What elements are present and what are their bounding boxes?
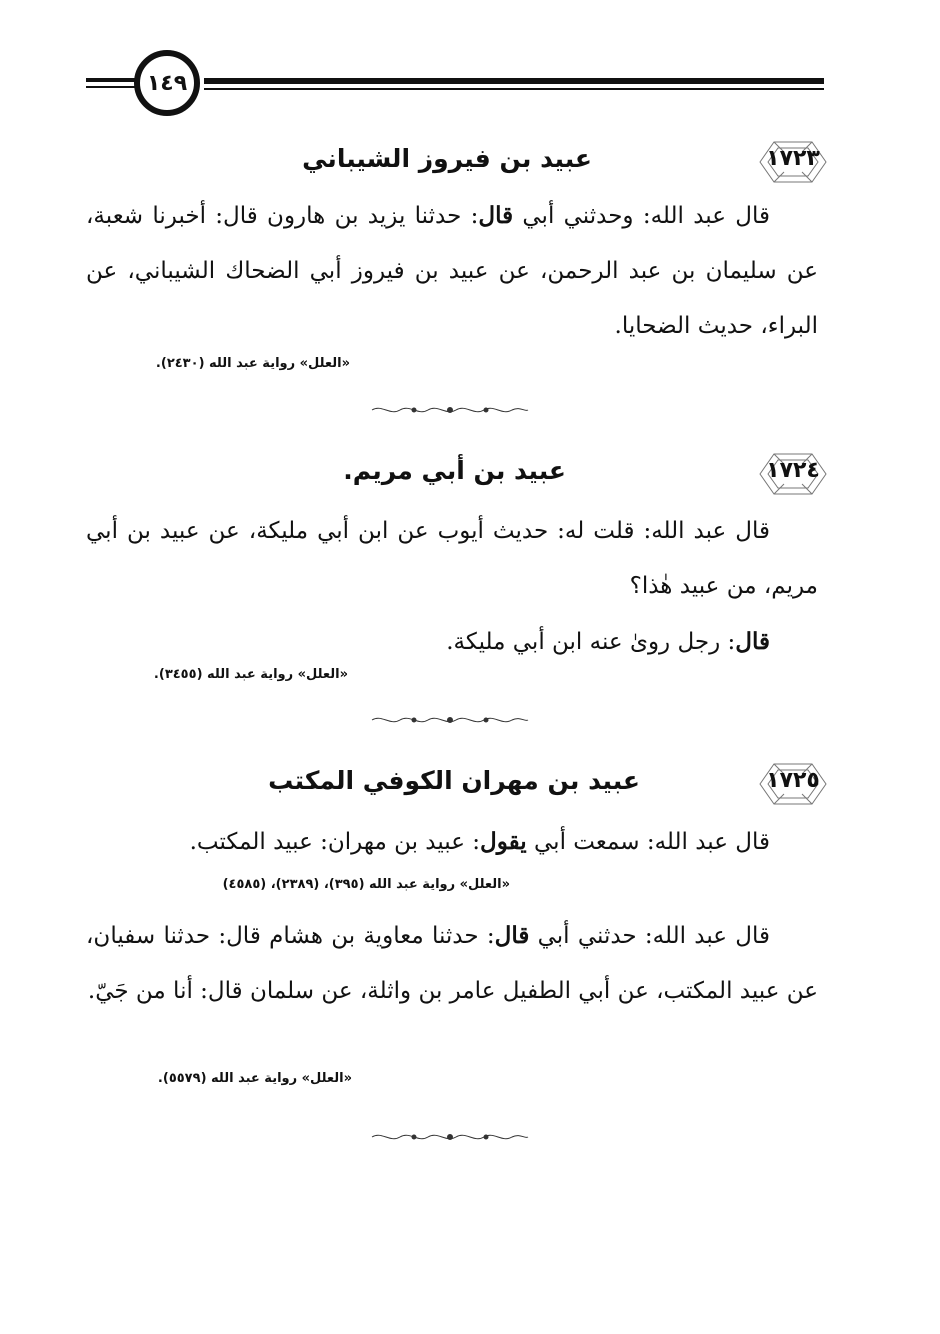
floral-divider-icon: [370, 403, 530, 417]
floral-divider-icon: [370, 713, 530, 727]
entry-paragraph: [86, 614, 818, 670]
paragraph-label: قال: [735, 628, 770, 655]
source-citation: «العلل» رواية عبد الله (٣٤٥٥).: [153, 667, 348, 682]
entry-title: عبيد بن مهران الكوفي المكتب: [268, 766, 640, 795]
paragraph-text: قال عبد الله: قلت له: حديث أيوب عن ابن أبي مليكة، عن عبيد بن أبي مريم، من عبيد هٰذا؟: [86, 518, 818, 599]
header-rule-left-thin: [86, 86, 136, 88]
entry-title: عبيد بن فيروز الشيباني: [302, 144, 592, 173]
page-header: [86, 48, 824, 128]
floral-divider-icon: [370, 1130, 530, 1144]
entry-number: ١٧٢٤: [766, 458, 820, 483]
paragraph-lead: قال عبد الله: وحدثني أبي: [513, 203, 770, 229]
paragraph-text: : حدثنا يزيد بن هارون قال: أخبرنا شعبة، عن سليمان بن عبد الرحمن، عن عبيد بن فيروز أبي الضحاك الشيباني، عن البراء، حديث الضحايا.: [86, 203, 818, 339]
entry-number: ١٧٢٥: [766, 768, 820, 793]
header-rule-thick: [204, 78, 824, 84]
paragraph-label: يقول: [480, 828, 527, 855]
paragraph-label: قال: [494, 922, 530, 949]
paragraph-lead: قال عبد الله: سمعت أبي: [526, 829, 770, 855]
paragraph-text: : حدثنا معاوية بن هشام قال: حدثنا سفيان، عن عبيد المكتب، عن أبي الطفيل عامر بن واثلة، عن سلمان قال: أنا من جَيّ.: [86, 923, 818, 1004]
paragraph-label: قال: [478, 202, 514, 229]
entry-heading: [86, 448, 832, 500]
entry-number-badge: [754, 758, 832, 810]
header-rule-left: [86, 78, 136, 82]
header-rule-thin: [204, 88, 824, 90]
source-citation: «العلل» رواية عبد الله (٢٤٣٠).: [155, 356, 350, 371]
entry-paragraph: [86, 504, 818, 614]
entry-paragraph: [86, 188, 818, 354]
entry-heading: [86, 758, 832, 810]
entry-paragraph: [86, 908, 818, 1019]
page-number-circle: [134, 50, 200, 116]
entry-heading: [86, 136, 832, 188]
page-number: ١٤٩: [146, 70, 188, 96]
source-citation: «العلل» رواية عبد الله (٥٥٧٩).: [157, 1071, 352, 1086]
paragraph-text: : عبيد بن مهران: عبيد المكتب.: [189, 829, 481, 855]
entry-paragraph: [86, 814, 818, 870]
entry-number-badge: [754, 448, 832, 500]
source-citation: «العلل» رواية عبد الله (٣٩٥)، (٢٣٨٩)، (٤٥٨٥): [222, 877, 510, 892]
entry-number-badge: [754, 136, 832, 188]
entry-number: ١٧٢٣: [766, 146, 820, 171]
entry-title: عبيد بن أبي مريم.: [343, 456, 566, 485]
paragraph-text: : رجل روىٰ عنه ابن أبي مليكة.: [446, 629, 736, 655]
paragraph-lead: قال عبد الله: حدثني أبي: [529, 923, 770, 949]
